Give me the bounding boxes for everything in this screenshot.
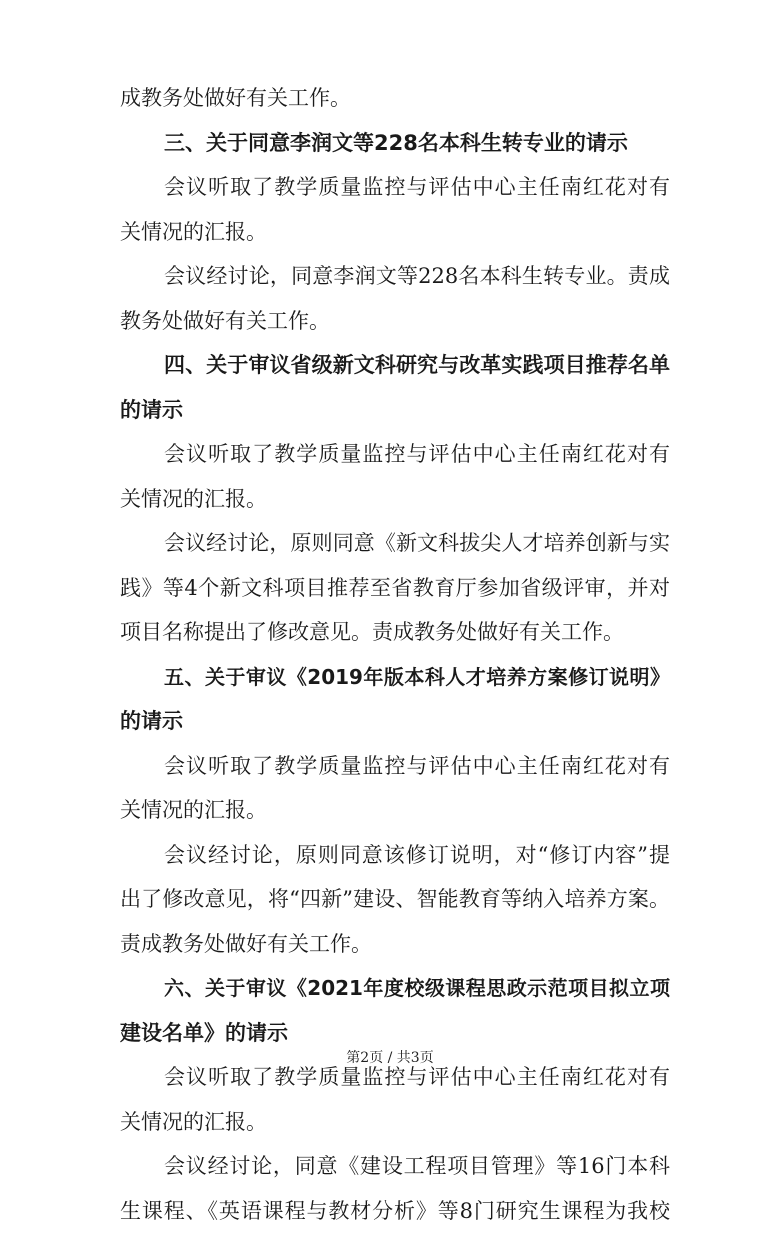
body-line: 会议经讨论，同意李润文等228名本科生转专业。责成 <box>120 254 670 299</box>
body-line: 会议听取了教学质量监控与评估中心主任南红花对有 <box>120 1055 670 1100</box>
section-heading-5: 五、关于审议《2019年版本科人才培养方案修订说明》 <box>120 655 670 700</box>
body-line: 生课程、《英语课程与教材分析》等8门研究生课程为我校 <box>120 1189 670 1233</box>
body-line: 教务处做好有关工作。 <box>120 299 670 344</box>
body-line: 会议经讨论，原则同意该修订说明，对“修订内容”提 <box>120 833 670 878</box>
body-line: 会议听取了教学质量监控与评估中心主任南红花对有 <box>120 744 670 789</box>
body-line: 关情况的汇报。 <box>120 788 670 833</box>
section-heading-4: 四、关于审议省级新文科研究与改革实践项目推荐名单 <box>120 343 670 388</box>
section-heading-4-cont: 的请示 <box>120 388 670 433</box>
body-line: 践》等4个新文科项目推荐至省教育厅参加省级评审，并对 <box>120 566 670 611</box>
section-heading-6: 六、关于审议《2021年度校级课程思政示范项目拟立项 <box>120 966 670 1011</box>
body-line: 出了修改意见，将“四新”建设、智能教育等纳入培养方案。 <box>120 877 670 922</box>
body-line: 关情况的汇报。 <box>120 1100 670 1145</box>
body-line: 成教务处做好有关工作。 <box>120 76 670 121</box>
body-line: 关情况的汇报。 <box>120 210 670 255</box>
body-line: 关情况的汇报。 <box>120 477 670 522</box>
page-number-footer: 第2页 / 共3页 <box>0 1047 780 1067</box>
section-heading-3: 三、关于同意李润文等228名本科生转专业的请示 <box>120 121 670 166</box>
body-line: 会议听取了教学质量监控与评估中心主任南红花对有 <box>120 165 670 210</box>
body-line: 会议听取了教学质量监控与评估中心主任南红花对有 <box>120 432 670 477</box>
body-line: 项目名称提出了修改意见。责成教务处做好有关工作。 <box>120 610 670 655</box>
body-line: 责成教务处做好有关工作。 <box>120 922 670 967</box>
body-line: 会议经讨论，同意《建设工程项目管理》等16门本科 <box>120 1144 670 1189</box>
section-heading-5-cont: 的请示 <box>120 699 670 744</box>
section-heading-6-cont: 建设名单》的请示 <box>120 1011 670 1056</box>
body-line: 会议经讨论，原则同意《新文科拔尖人才培养创新与实 <box>120 521 670 566</box>
